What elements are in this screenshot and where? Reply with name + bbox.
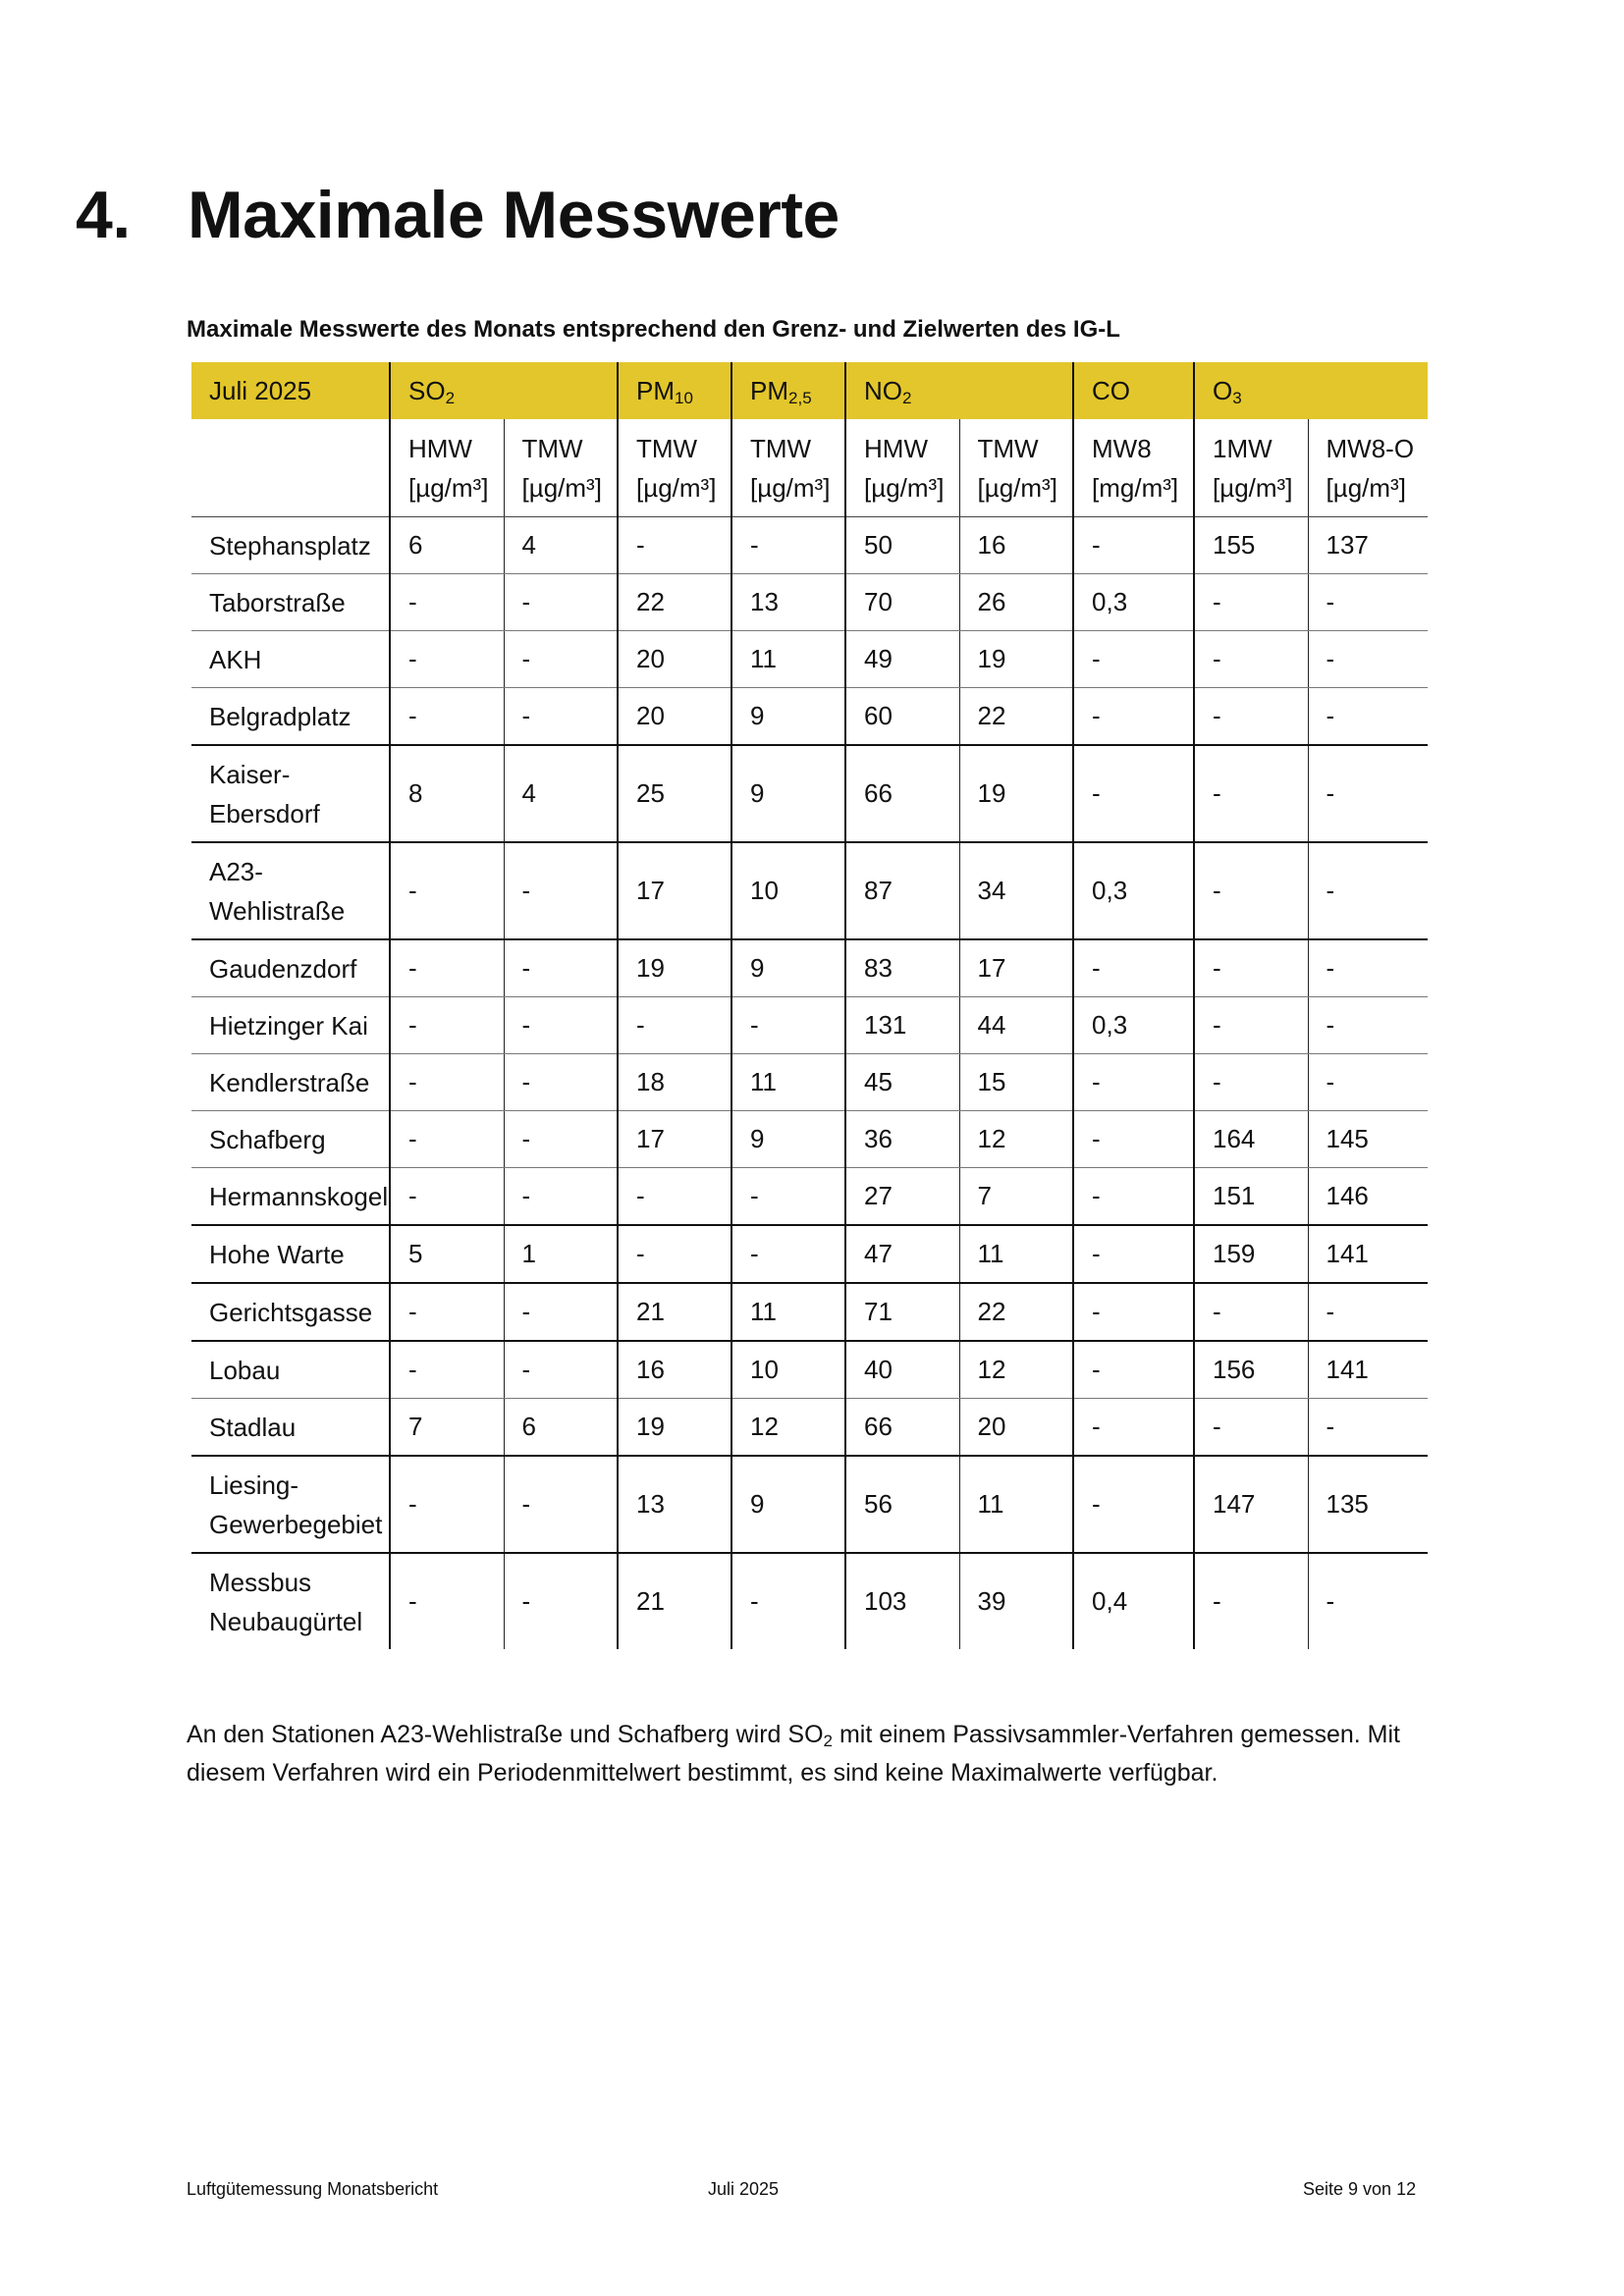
value-cell: 0,3 — [1073, 997, 1194, 1054]
value-cell: - — [1073, 745, 1194, 842]
table-row — [191, 1553, 1428, 1649]
value-cell: 71 — [845, 1283, 959, 1341]
subheader-cell — [845, 419, 959, 517]
value-cell: - — [390, 1111, 504, 1168]
value-cell: - — [390, 1553, 504, 1649]
subheader-metric: 1MW — [1213, 433, 1272, 463]
subheader-cell — [959, 419, 1073, 517]
table-row — [191, 1225, 1428, 1283]
value-cell: 141 — [1308, 1341, 1428, 1399]
value-cell: 39 — [959, 1553, 1073, 1649]
value-cell: - — [504, 939, 618, 997]
value-cell: 22 — [959, 1283, 1073, 1341]
value-cell: 146 — [1308, 1168, 1428, 1226]
value-cell: 11 — [959, 1225, 1073, 1283]
subheader-cell — [390, 419, 504, 517]
group-header-so2: $SO_2$ — [390, 362, 618, 419]
value-cell: - — [731, 1553, 845, 1649]
value-cell: - — [1194, 1399, 1308, 1457]
table-row — [191, 997, 1428, 1054]
station-name: Messbus Neubaugürtel — [209, 1567, 363, 1636]
value-cell: 66 — [845, 745, 959, 842]
group-header-co: CO — [1073, 362, 1194, 419]
value-cell: 0,4 — [1073, 1553, 1194, 1649]
value-cell: 66 — [845, 1399, 959, 1457]
table-row — [191, 1168, 1428, 1226]
value-cell: 9 — [731, 688, 845, 746]
value-cell: - — [1073, 939, 1194, 997]
station-name: Stephansplatz — [191, 517, 390, 574]
table-row — [191, 517, 1428, 574]
value-cell: - — [1194, 1553, 1308, 1649]
value-cell: 19 — [618, 939, 731, 997]
table-row — [191, 631, 1428, 688]
month-header: Juli 2025 — [191, 362, 390, 419]
value-cell: 137 — [1308, 517, 1428, 574]
station-name: Taborstraße — [191, 574, 390, 631]
subheader-blank — [191, 419, 390, 517]
max-values-table — [191, 362, 1428, 1649]
value-cell: 11 — [731, 1054, 845, 1111]
value-cell: 20 — [618, 631, 731, 688]
value-cell: - — [1073, 1168, 1194, 1226]
value-cell: 20 — [618, 688, 731, 746]
subheader-unit: [µg/m³] — [977, 472, 1057, 503]
value-cell: 0,3 — [1073, 842, 1194, 939]
group-header-o3: $O_3$ — [1194, 362, 1428, 419]
value-cell: 9 — [731, 1111, 845, 1168]
value-cell: - — [618, 1225, 731, 1283]
subheader-unit: [µg/m³] — [1326, 472, 1406, 503]
value-cell: - — [504, 631, 618, 688]
group-header-pm10: $PM_{10}$ — [618, 362, 731, 419]
value-cell: 147 — [1194, 1456, 1308, 1553]
value-cell: - — [390, 1054, 504, 1111]
value-cell: 12 — [731, 1399, 845, 1457]
table-row — [191, 1399, 1428, 1457]
subheader-metric: TMW — [750, 433, 812, 463]
value-cell: 155 — [1194, 517, 1308, 574]
value-cell: 70 — [845, 574, 959, 631]
value-cell: - — [1194, 631, 1308, 688]
station-name: A23- Wehlistraße — [191, 842, 390, 939]
value-cell: - — [504, 1168, 618, 1226]
station-name: Stadlau — [191, 1399, 390, 1457]
subheader-cell — [731, 419, 845, 517]
value-cell: - — [1073, 1456, 1194, 1553]
value-cell: 40 — [845, 1341, 959, 1399]
value-cell: 21 — [618, 1283, 731, 1341]
subheader-cell — [1073, 419, 1194, 517]
value-cell: - — [1073, 688, 1194, 746]
value-cell: 17 — [618, 842, 731, 939]
station-name: Lobau — [191, 1341, 390, 1399]
value-cell: - — [1308, 1399, 1428, 1457]
value-cell: - — [390, 574, 504, 631]
value-cell: - — [504, 1456, 618, 1553]
value-cell: 159 — [1194, 1225, 1308, 1283]
value-cell: - — [1308, 745, 1428, 842]
table-row — [191, 1456, 1428, 1553]
value-cell: - — [504, 688, 618, 746]
value-cell: 10 — [731, 1341, 845, 1399]
footer-report-title: Luftgütemessung Monatsbericht — [187, 2179, 439, 2199]
value-cell: 36 — [845, 1111, 959, 1168]
value-cell: 156 — [1194, 1341, 1308, 1399]
value-cell: - — [1308, 574, 1428, 631]
subheader-unit: [µg/m³] — [750, 472, 831, 503]
subheader-unit: [µg/m³] — [864, 472, 945, 503]
value-cell: - — [390, 1341, 504, 1399]
value-cell: 4 — [504, 745, 618, 842]
value-cell: 19 — [618, 1399, 731, 1457]
value-cell: 103 — [845, 1553, 959, 1649]
heading-title: Maximale Messwerte — [188, 178, 839, 252]
value-cell: 7 — [959, 1168, 1073, 1226]
station-name: Hermannskogel — [191, 1168, 390, 1226]
subheader-metric: TMW — [636, 433, 698, 463]
value-cell: 19 — [959, 631, 1073, 688]
value-cell: 17 — [959, 939, 1073, 997]
value-cell: - — [1073, 517, 1194, 574]
value-cell: - — [1308, 939, 1428, 997]
value-cell: 0,3 — [1073, 574, 1194, 631]
value-cell: 8 — [390, 745, 504, 842]
station-name: Schafberg — [191, 1111, 390, 1168]
value-cell: - — [731, 1225, 845, 1283]
value-cell: 47 — [845, 1225, 959, 1283]
footer-page-number: Seite 9 von 12 — [1303, 2179, 1417, 2199]
value-cell: - — [1308, 1283, 1428, 1341]
value-cell: 13 — [731, 574, 845, 631]
table-row — [191, 939, 1428, 997]
value-cell: 7 — [390, 1399, 504, 1457]
table-header-row — [191, 362, 1428, 419]
subheader-cell — [618, 419, 731, 517]
value-cell: 5 — [390, 1225, 504, 1283]
value-cell: - — [390, 939, 504, 997]
value-cell: 87 — [845, 842, 959, 939]
table-row — [191, 1283, 1428, 1341]
heading-number: 4. — [76, 178, 131, 252]
value-cell: 141 — [1308, 1225, 1428, 1283]
station-name: Kendlerstraße — [191, 1054, 390, 1111]
value-cell: 22 — [959, 688, 1073, 746]
value-cell: 12 — [959, 1341, 1073, 1399]
subheader-metric: HMW — [864, 433, 928, 463]
value-cell: - — [1308, 1553, 1428, 1649]
subheader-metric: MW8 — [1092, 433, 1152, 463]
table-row — [191, 1111, 1428, 1168]
value-cell: 45 — [845, 1054, 959, 1111]
value-cell: - — [504, 1553, 618, 1649]
value-cell: 1 — [504, 1225, 618, 1283]
subheader-metric: TMW — [977, 433, 1039, 463]
value-cell: - — [504, 842, 618, 939]
value-cell: 9 — [731, 1456, 845, 1553]
value-cell: - — [390, 1168, 504, 1226]
value-cell: - — [1308, 1054, 1428, 1111]
value-cell: - — [731, 1168, 845, 1226]
value-cell: 164 — [1194, 1111, 1308, 1168]
value-cell: 27 — [845, 1168, 959, 1226]
value-cell: - — [390, 842, 504, 939]
station-name: Hohe Warte — [191, 1225, 390, 1283]
table-row — [191, 1341, 1428, 1399]
value-cell: - — [1073, 1111, 1194, 1168]
value-cell: - — [1194, 1283, 1308, 1341]
value-cell: - — [618, 997, 731, 1054]
value-cell: - — [1308, 688, 1428, 746]
value-cell: 4 — [504, 517, 618, 574]
value-cell: 9 — [731, 745, 845, 842]
value-cell: 26 — [959, 574, 1073, 631]
table-row — [191, 574, 1428, 631]
value-cell: 11 — [731, 631, 845, 688]
value-cell: 151 — [1194, 1168, 1308, 1226]
value-cell: 20 — [959, 1399, 1073, 1457]
station-name: Gerichtsgasse — [191, 1283, 390, 1341]
value-cell: - — [390, 688, 504, 746]
value-cell: 60 — [845, 688, 959, 746]
value-cell: - — [390, 1283, 504, 1341]
value-cell: 6 — [504, 1399, 618, 1457]
value-cell: - — [618, 1168, 731, 1226]
value-cell: - — [390, 997, 504, 1054]
station-name: Liesing- Gewerbegebiet — [191, 1456, 390, 1553]
value-cell: 56 — [845, 1456, 959, 1553]
value-cell: 17 — [618, 1111, 731, 1168]
value-cell: - — [504, 1111, 618, 1168]
station-name: Gaudenzdorf — [191, 939, 390, 997]
value-cell: 13 — [618, 1456, 731, 1553]
value-cell: - — [390, 631, 504, 688]
footer-month: Juli 2025 — [708, 2179, 780, 2199]
value-cell: - — [1194, 1054, 1308, 1111]
value-cell: - — [618, 517, 731, 574]
passive-sampler-note: An den Stationen A23-Wehlistraße und Schafberg wird $SO_2$ mit einem Passivsammler-Verfahren gemessen. Mit diesem Verfahren wird ein Periodenmittelwert bestimmt, es sind keine Maximalwerte verfügbar. — [187, 1721, 1400, 1787]
table-row — [191, 688, 1428, 746]
subheader-unit: [µg/m³] — [408, 472, 489, 503]
value-cell: - — [504, 997, 618, 1054]
value-cell: - — [504, 1341, 618, 1399]
subheader-metric: MW8-O — [1326, 433, 1415, 463]
table-row — [191, 1054, 1428, 1111]
value-cell: 12 — [959, 1111, 1073, 1168]
value-cell: 49 — [845, 631, 959, 688]
station-name: Belgradplatz — [191, 688, 390, 746]
value-cell: - — [1194, 688, 1308, 746]
subheader-unit: [µg/m³] — [521, 472, 602, 503]
value-cell: 83 — [845, 939, 959, 997]
value-cell: - — [1073, 1399, 1194, 1457]
value-cell: - — [1073, 1341, 1194, 1399]
value-cell: - — [390, 1456, 504, 1553]
value-cell: 44 — [959, 997, 1073, 1054]
value-cell: - — [1194, 574, 1308, 631]
value-cell: - — [1308, 842, 1428, 939]
value-cell: 16 — [959, 517, 1073, 574]
value-cell: 11 — [731, 1283, 845, 1341]
group-header-pm25: $PM_{2,5}$ — [731, 362, 845, 419]
value-cell: - — [731, 997, 845, 1054]
value-cell: 19 — [959, 745, 1073, 842]
subheader-cell — [504, 419, 618, 517]
value-cell: 34 — [959, 842, 1073, 939]
value-cell: 18 — [618, 1054, 731, 1111]
value-cell: - — [1194, 745, 1308, 842]
table-row — [191, 842, 1428, 939]
table-row — [191, 745, 1428, 842]
value-cell: 16 — [618, 1341, 731, 1399]
value-cell: - — [1194, 997, 1308, 1054]
value-cell: 21 — [618, 1553, 731, 1649]
value-cell: - — [504, 574, 618, 631]
subheader-unit: [µg/m³] — [1213, 472, 1293, 503]
table-subheader-row — [191, 419, 1428, 517]
value-cell: 131 — [845, 997, 959, 1054]
value-cell: - — [504, 1283, 618, 1341]
value-cell: 22 — [618, 574, 731, 631]
station-name: Kaiser- Ebersdorf — [191, 745, 390, 842]
station-name: Hietzinger Kai — [191, 997, 390, 1054]
value-cell: 15 — [959, 1054, 1073, 1111]
subheader-metric: HMW — [408, 433, 472, 463]
value-cell: - — [731, 517, 845, 574]
group-header-no2: $NO_2$ — [845, 362, 1073, 419]
value-cell: 10 — [731, 842, 845, 939]
value-cell: - — [504, 1054, 618, 1111]
value-cell: - — [1073, 631, 1194, 688]
station-name: AKH — [191, 631, 390, 688]
value-cell: - — [1073, 1054, 1194, 1111]
subheader-unit: [mg/m³] — [1092, 472, 1179, 503]
subheader-metric: TMW — [521, 433, 583, 463]
value-cell: - — [1073, 1283, 1194, 1341]
value-cell: 9 — [731, 939, 845, 997]
value-cell: 145 — [1308, 1111, 1428, 1168]
value-cell: 135 — [1308, 1456, 1428, 1553]
subheader-cell — [1308, 419, 1428, 517]
value-cell: - — [1194, 939, 1308, 997]
value-cell: - — [1073, 1225, 1194, 1283]
value-cell: 25 — [618, 745, 731, 842]
subheader-cell — [1194, 419, 1308, 517]
page-heading — [76, 177, 839, 253]
table-body — [191, 517, 1428, 1650]
subheader-unit: [µg/m³] — [636, 472, 717, 503]
table-caption: Maximale Messwerte des Monats entsprechend den Grenz- und Zielwerten des IG-L — [187, 316, 1120, 343]
value-cell: - — [1308, 631, 1428, 688]
value-cell: - — [1308, 997, 1428, 1054]
value-cell: 50 — [845, 517, 959, 574]
value-cell: 11 — [959, 1456, 1073, 1553]
value-cell: - — [1194, 842, 1308, 939]
value-cell: 6 — [390, 517, 504, 574]
